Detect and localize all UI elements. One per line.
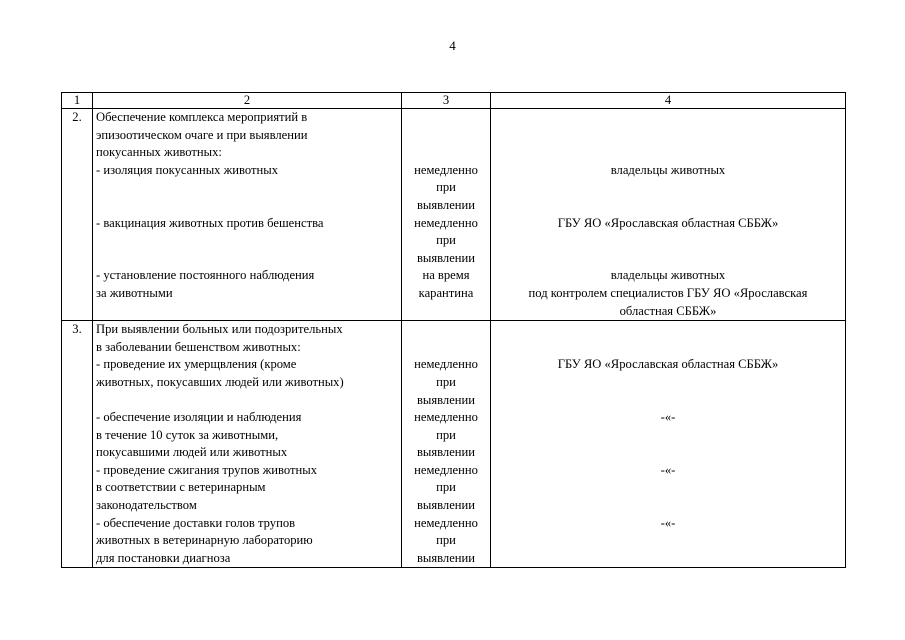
measure-line: - проведение сжигания трупов животных: [96, 462, 318, 477]
spacer: [494, 109, 842, 127]
deadline-line: выявлении: [416, 250, 476, 265]
spacer: [494, 497, 842, 515]
responsible-line: ГБУ ЯО «Ярославская областная СББЖ»: [557, 215, 779, 230]
spacer: [494, 179, 842, 197]
spacer: [405, 109, 487, 127]
measure-line: - обеспечение изоляции и наблюдения: [96, 410, 302, 425]
header-col-3: 3: [402, 93, 491, 109]
spacer: [96, 250, 398, 268]
responsible-cell: [491, 109, 846, 321]
spacer: [494, 144, 842, 162]
spacer: [494, 427, 842, 445]
measure-intro-line: в заболевании бешенством животных:: [96, 339, 301, 354]
deadline-line: выявлении: [416, 197, 476, 212]
header-col-1: 1: [62, 93, 93, 109]
measure-intro-line: покусанных животных:: [96, 145, 222, 160]
measure-line: - изоляция покусанных животных: [96, 162, 279, 177]
table-row: [62, 321, 846, 568]
spacer: [96, 179, 398, 197]
table-header-row: [62, 93, 846, 109]
spacer: [96, 392, 398, 410]
responsible-line: -«-: [660, 462, 676, 477]
responsible-line: владельцы животных: [610, 162, 726, 177]
row-number: 3.: [62, 321, 93, 568]
spacer: [494, 550, 842, 568]
deadline-line: выявлении: [416, 445, 476, 460]
spacer: [405, 144, 487, 162]
spacer: [494, 339, 842, 357]
deadline-line: при: [436, 374, 456, 389]
deadline-line: при: [436, 180, 456, 195]
responsible-line: владельцы животных: [610, 268, 726, 283]
spacer: [494, 321, 842, 339]
deadline-line: карантина: [418, 285, 474, 300]
spacer: [494, 232, 842, 250]
page-number: 4: [449, 38, 456, 53]
deadline-line: немедленно: [414, 162, 478, 177]
deadline-line: при: [436, 427, 456, 442]
spacer: [405, 127, 487, 145]
table-body: [62, 93, 846, 568]
spacer: [494, 197, 842, 215]
measure-cell: [93, 321, 402, 568]
measure-line: животных в ветеринарную лабораторию: [96, 533, 313, 548]
spacer: [405, 321, 487, 339]
spacer: [494, 250, 842, 268]
deadline-line: немедленно: [414, 357, 478, 372]
measure-line: для постановки диагноза: [96, 550, 231, 565]
responsible-line: под контролем специалистов ГБУ ЯО «Ярославская: [528, 285, 808, 300]
responsible-line: ГБУ ЯО «Ярославская областная СББЖ»: [557, 357, 779, 372]
measure-line: за животными: [96, 285, 173, 300]
deadline-line: немедленно: [414, 410, 478, 425]
spacer: [494, 392, 842, 410]
spacer: [96, 197, 398, 215]
spacer: [405, 303, 487, 321]
spacer: [494, 444, 842, 462]
measure-line: - проведение их умерщвления (кроме: [96, 357, 297, 372]
measure-line: законодательством: [96, 498, 197, 513]
responsible-cell: [491, 321, 846, 568]
measure-cell: [93, 109, 402, 321]
measure-line: - установление постоянного наблюдения: [96, 268, 315, 283]
measure-line: - обеспечение доставки голов трупов: [96, 515, 296, 530]
spacer: [494, 374, 842, 392]
deadline-line: выявлении: [416, 498, 476, 513]
spacer: [96, 303, 398, 321]
deadline-line: немедленно: [414, 515, 478, 530]
measure-line: в течение 10 суток за животными,: [96, 427, 279, 442]
measure-line: - вакцинация животных против бешенства: [96, 215, 324, 230]
table-row: [62, 109, 846, 321]
spacer: [405, 339, 487, 357]
measure-intro-line: эпизоотическом очаге и при выявлении: [96, 127, 308, 142]
deadline-cell: [402, 109, 491, 321]
header-col-4: 4: [491, 93, 846, 109]
measure-intro-line: Обеспечение комплекса мероприятий в: [96, 110, 308, 124]
responsible-line: областная СББЖ»: [619, 303, 717, 318]
deadline-line: при: [436, 480, 456, 495]
deadline-line: немедленно: [414, 462, 478, 477]
deadline-cell: [402, 321, 491, 568]
measures-table: [61, 92, 846, 568]
responsible-line: -«-: [660, 410, 676, 425]
deadline-line: при: [436, 533, 456, 548]
deadline-line: выявлении: [416, 550, 476, 565]
spacer: [494, 479, 842, 497]
spacer: [494, 532, 842, 550]
deadline-line: на время: [422, 268, 470, 283]
deadline-line: при: [436, 233, 456, 248]
spacer: [494, 127, 842, 145]
measure-line: покусавшими людей или животных: [96, 445, 288, 460]
deadline-line: немедленно: [414, 215, 478, 230]
measure-intro-line: При выявлении больных или подозрительных: [96, 322, 343, 337]
row-number: 2.: [62, 109, 93, 321]
measure-line: в соответствии с ветеринарным: [96, 480, 266, 495]
spacer: [96, 232, 398, 250]
deadline-line: выявлении: [416, 392, 476, 407]
header-col-2: 2: [93, 93, 402, 109]
responsible-line: -«-: [660, 515, 676, 530]
measure-line: животных, покусавших людей или животных): [96, 374, 344, 389]
